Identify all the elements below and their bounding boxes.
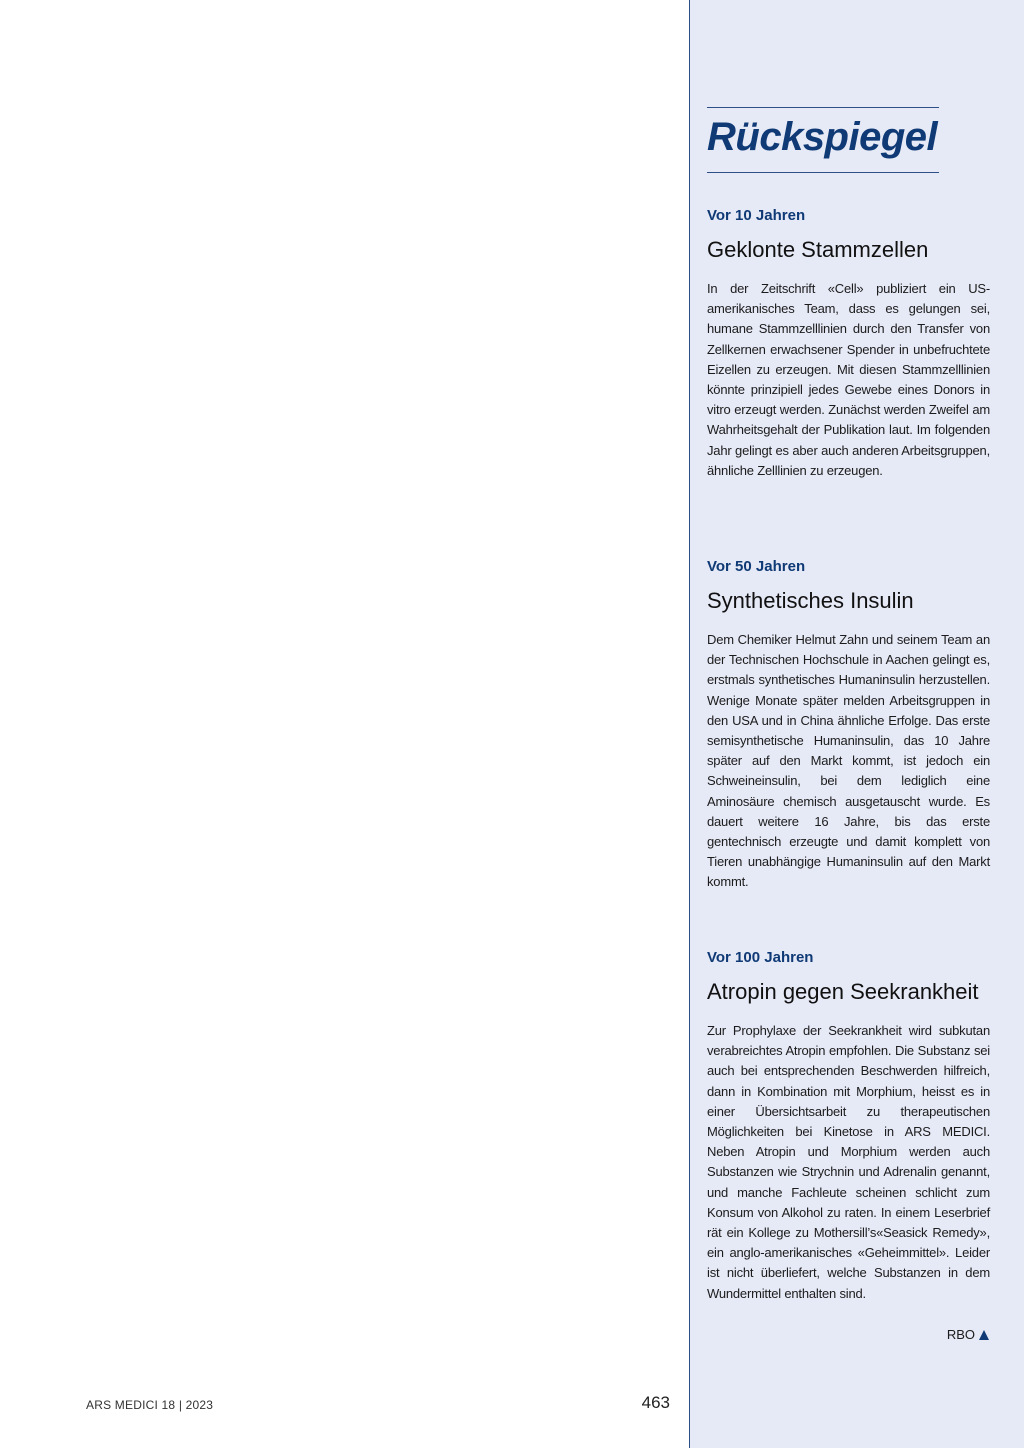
section-kicker: Vor 50 Jahren [707, 558, 806, 575]
section-heading: Geklonte Stammzellen [707, 237, 929, 262]
section-body: In der Zeitschrift «Cell» publiziert ein US-amerikanisches Team, dass es gelungen sei, humane Stammzelllinien durch den Transfer von Zellkernen erwachsener Spender in unbefruchtete Eizellen zu erzeugen. Mit diesen Stammzelllinien könnte prinzipiell jedes Gewebe eines Donors in vitro erzeugt werden. Zunächst werden Zweifel am Wahrheitsgehalt der Publikation laut. Im folgenden Jahr gelingt es aber auch anderen Arbeitsgruppen, ähnliche Zelllinien zu erzeugen. [707, 281, 990, 478]
article-10-years [707, 207, 990, 481]
end-triangle-icon [979, 1330, 989, 1340]
section-body: Dem Chemiker Helmut Zahn und seinem Team an der Technischen Hochschule in Aachen gelingt es, erstmals synthetisches Humaninsulin herzustellen. Wenige Monate später melden Arbeitsgruppen in den USA und in China ähnliche Erfolge. Das erste semisynthetische Humaninsulin, das 10 Jahre später auf den Markt kommt, ist jedoch ein Schweineinsulin, bei dem lediglich eine Aminosäure chemisch ausgetauscht wurde. Es dauert weitere 16 Jahre, bis das erste gentechnisch erzeugte und damit komplett von Tieren unabhängige Humaninsulin auf den Markt kommt. [707, 632, 990, 890]
section-kicker: Vor 10 Jahren [707, 207, 806, 224]
section-kicker: Vor 100 Jahren [707, 949, 814, 966]
page-title: Rückspiegel [707, 115, 938, 159]
section-heading: Atropin gegen Seekrankheit [707, 979, 979, 1004]
section-heading: Synthetisches Insulin [707, 588, 914, 613]
author-initials: RBO [946, 1327, 975, 1342]
page-number: 463 [641, 1393, 670, 1412]
footer-journal: ARS MEDICI 18 | 2023 [86, 1398, 214, 1412]
author-signature [900, 1326, 989, 1344]
article-100-years [707, 949, 990, 1304]
section-body: Zur Prophylaxe der Seekrankheit wird subkutan verabreichtes Atropin empfohlen. Die Substanz sei auch bei entsprechenden Beschwerden hilfreich, dann in Kombination mit Morphium, heisst es in einer Übersichtsarbeit zu therapeutischen Möglichkeiten bei Kinetose in ARS MEDICI. Neben Atropin und Morphium werden auch Substanzen wie Strychnin und Adrenalin genannt, und manche Fachleute scheinen schlicht zum Konsum von Alkohol zu raten. In einem Leserbrief rät ein Kollege zu Mothersill’s«Seasick Remedy», ein anglo-amerikanisches «Geheimmittel». Leider ist nicht überliefert, welche Substanzen in dem Wundermittel enthalten sind. [707, 1023, 990, 1301]
article-50-years [707, 558, 990, 893]
